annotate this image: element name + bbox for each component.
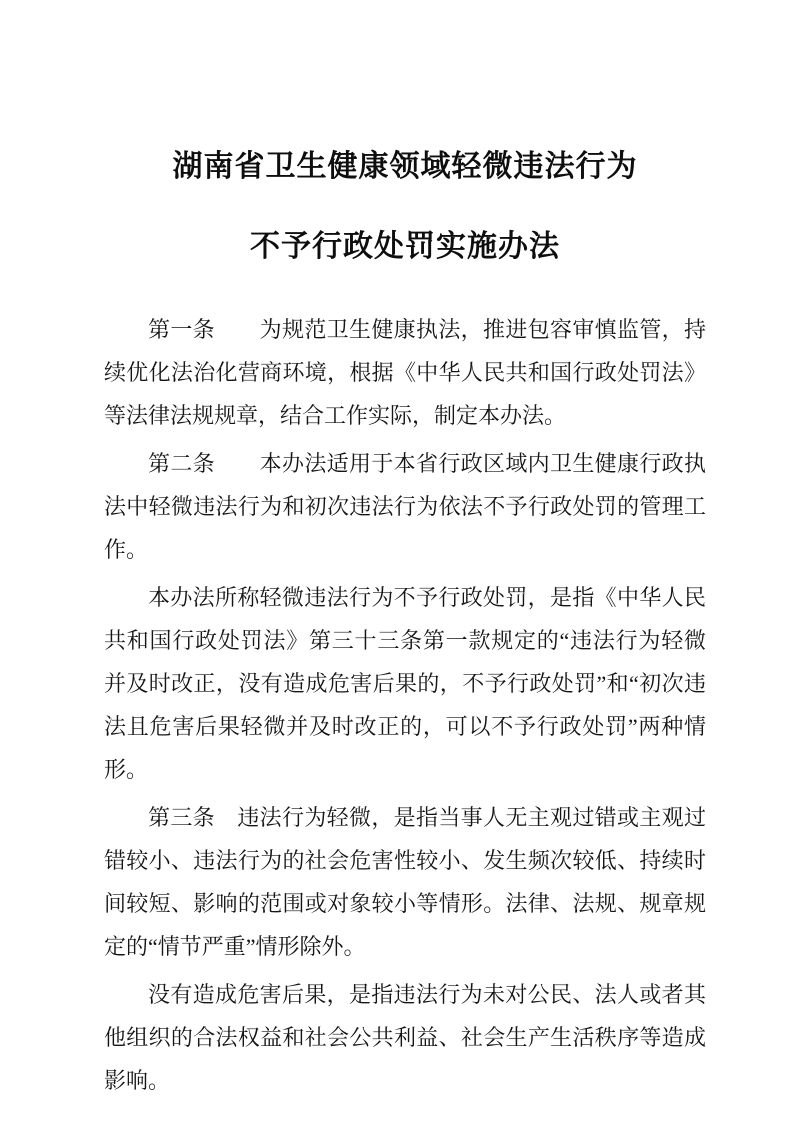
document-title-line2: 不予行政处罚实施办法 bbox=[250, 230, 560, 263]
document-content bbox=[104, 148, 706, 1107]
paragraph-article-2: 第二条 本办法适用于本省行政区域内卫生健康行政执法中轻微违法行为和初次违法行为依法不予行政处罚的管理工作。 bbox=[104, 451, 706, 562]
paragraph-article-2-definition: 本办法所称轻微违法行为不予行政处罚，是指《中华人民共和国行政处罚法》第三十三条第一款规定的“违法行为轻微并及时改正，没有造成危害后果的，不予行政处罚”和“初次违法且危害后果轻微并及时改正的，可以不予行政处罚”两种情形。 bbox=[104, 585, 706, 782]
document-body bbox=[104, 308, 706, 1102]
paragraph-article-3-no-harm-definition: 没有造成危害后果，是指违法行为未对公民、法人或者其他组织的合法权益和社会公共利益、社会生产生活秩序等造成影响。 bbox=[104, 982, 706, 1093]
document-title-line1: 湖南省卫生健康领域轻微违法行为 bbox=[172, 150, 638, 183]
paragraph-article-1: 第一条 为规范卫生健康执法，推进包容审慎监管，持续优化法治化营商环境，根据《中华人民共和国行政处罚法》等法律法规规章，结合工作实际，制定本办法。 bbox=[104, 317, 706, 428]
paragraph-article-3: 第三条 违法行为轻微，是指当事人无主观过错或主观过错较小、违法行为的社会危害性较小、发生频次较低、持续时间较短、影响的范围或对象较小等情形。法律、法规、规章规定的“情节严重”情形除外。 bbox=[104, 805, 706, 959]
